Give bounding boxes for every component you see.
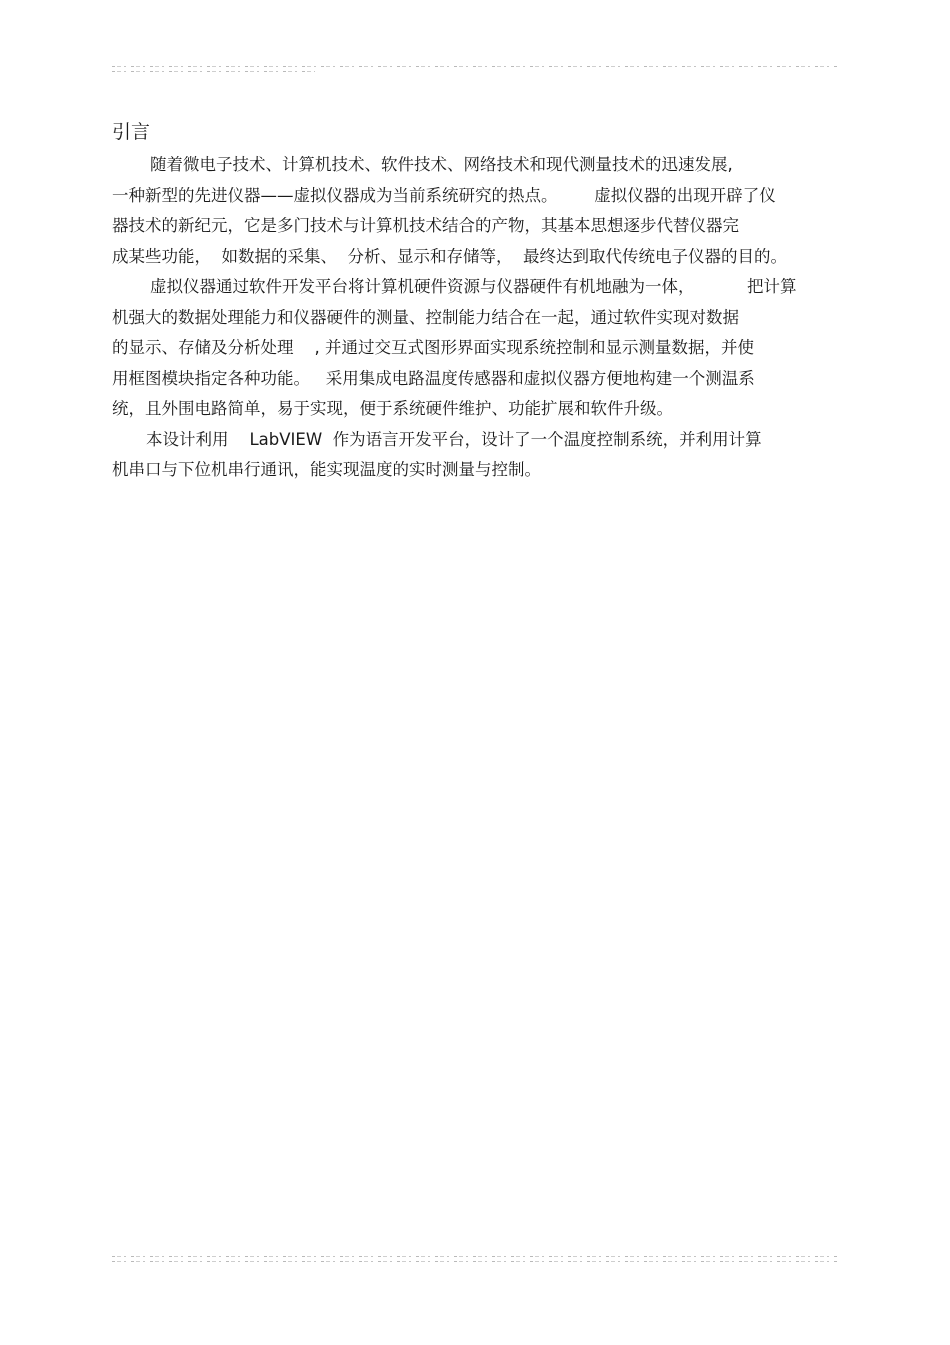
paragraph-line: 的显示、存储及分析处理 , 并通过交互式图形界面实现系统控制和显示测量数据，并使 <box>112 338 754 357</box>
paragraph-line: 机强大的数据处理能力和仪器硬件的测量、控制能力结合在一起，通过软件实现对数据 <box>112 307 739 327</box>
paragraph-1 <box>112 150 838 272</box>
paragraph-line: 本设计利用 LabVIEW 作为语言开发平台，设计了一个温度控制系统，并利用计算 <box>146 429 762 449</box>
footer-watermark-line <box>112 1261 838 1262</box>
paragraph-2 <box>112 272 838 425</box>
footer-watermark-line <box>112 1256 838 1257</box>
paragraph-line: 统，且外围电路简单，易于实现，便于系统硬件维护、功能扩展和软件升级。 <box>112 399 673 418</box>
section-heading: 引言 <box>112 121 151 143</box>
header-watermark-line <box>112 71 315 72</box>
paragraph-line: 虚拟仪器通过软件开发平台将计算机硬件资源与仪器硬件有机地融为一体， 把计算 <box>150 277 797 296</box>
paragraph-line: 成某些功能， 如数据的采集、 分析、显示和存储等， 最终达到取代传统电子仪器的目的。 <box>112 246 787 266</box>
footer-watermark-text <box>112 1256 838 1270</box>
paragraph-line: 随着微电子技术、计算机技术、软件技术、网络技术和现代测量技术的迅速发展, <box>150 155 733 174</box>
paragraph-line: 用框图模块指定各种功能。 采用集成电路温度传感器和虚拟仪器方便地构建一个测温系 <box>112 368 755 388</box>
header-watermark-text <box>112 66 838 80</box>
header-watermark-line <box>112 66 838 67</box>
paragraph-line: 机串口与下位机串行通讯，能实现温度的实时测量与控制。 <box>112 460 541 479</box>
paragraph-line: 器技术的新纪元，它是多门技术与计算机技术结合的产物，其基本思想逐步代替仪器完 <box>112 216 739 235</box>
paragraph-line: 一种新型的先进仪器——虚拟仪器成为当前系统研究的热点。 虚拟仪器的出现开辟了仪 <box>112 185 776 205</box>
paragraph-3 <box>112 425 838 486</box>
document-body <box>112 118 838 486</box>
